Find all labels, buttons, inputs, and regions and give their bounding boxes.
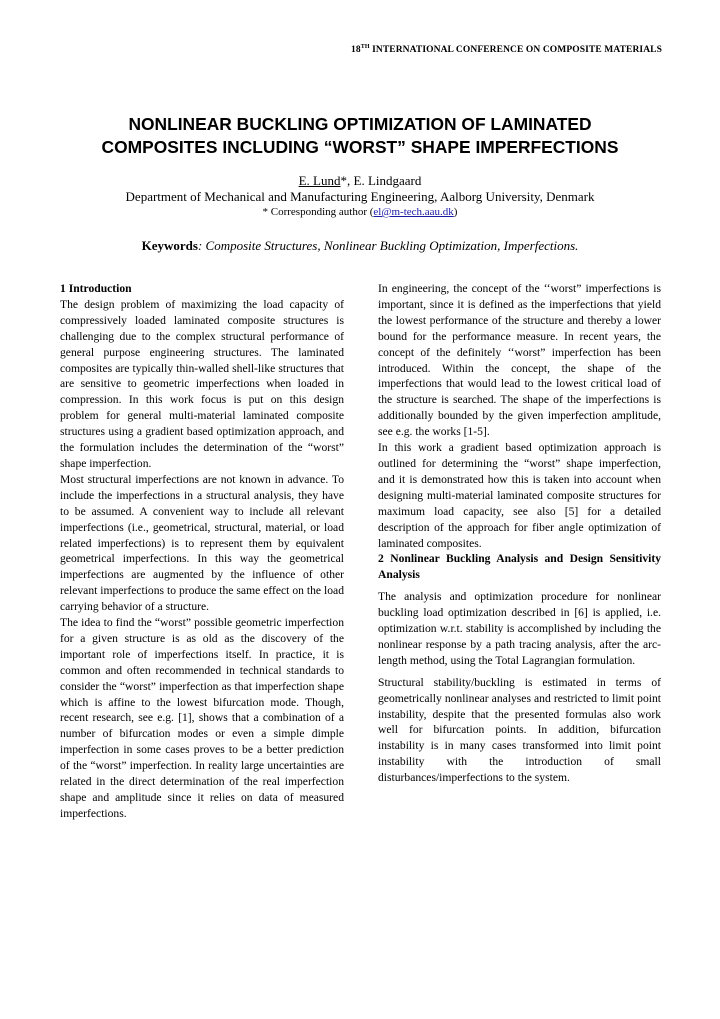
keywords-text: : Composite Structures, Nonlinear Buckling Optimization, Imperfections.: [197, 238, 579, 253]
paragraph: In engineering, the concept of the ‘‘worst” imperfections is important, since it is defined as the imperfections that yield the lowest performance of the structure and thereby a lower bound for the performance measure. In recent years, the concept of the definitely ‘‘worst” imperfection has been introduced. Within the concept, the shape of the imperfections that would lead to the lowest critical load of the structure is searched. The shape of the imperfections is additionally bounded by the given imperfection amplitude, see e.g. the works [1-5].: [378, 282, 661, 439]
paragraph: The design problem of maximizing the load capacity of compressively loaded laminated composite structures is challenging due to the complex structural performance of general purpose engineering structures. The laminated composites are typically thin-walled shell-like structures that are sensitive to geometric imperfections when loaded in compression. In this work focus is put on this design problem for general multi-material laminated composite structures using a gradient based optimization approach, and the formulation includes the determination of the “worst” shape imperfection.: [60, 297, 344, 470]
email-link[interactable]: el@m-tech.aau.dk: [373, 206, 454, 218]
header-number: 18: [351, 45, 361, 56]
corresponding-suffix: ): [453, 206, 458, 218]
affiliation: Department of Mechanical and Manufacturing Engineering, Aalborg University, Denmark: [125, 189, 595, 204]
paragraph: The analysis and optimization procedure for nonlinear buckling load optimization described in [6] is applied, i.e. optimization w.r.t. stability is accomplished by including the nonlinear response by a path tracing analysis, after the arc-length method, using the Total Lagrangian formulation.: [378, 590, 661, 667]
title-line-2: COMPOSITES INCLUDING “WORST” SHAPE IMPERFECTIONS: [101, 137, 619, 157]
authors: [0, 173, 720, 189]
paragraph: Structural stability/buckling is estimated in terms of geometrically nonlinear analyses and restricted to limit point instability, despite that the presented formulas also work well for bifurcation points. In addition, bifurcation instability is in many cases transformed into limit point instability with the introduction of small disturbances/imperfections to the system.: [378, 675, 661, 785]
corresponding-prefix: * Corresponding author (: [262, 206, 374, 218]
paragraph: The idea to find the “worst” possible geometric imperfection for a given structure is as old as the discovery of the important role of imperfections itself. In practice, it is common and often recommended in technical standards to consider the “worst” imperfection as that imperfection shape which is affine to the lowest bifurcation mode. Though, recent research, see e.g. [1], shows that a combination of a number of bifurcation modes or even a simple dimple imperfection in some cases proves to be a better prediction of the “worst” imperfection. In reality large uncertainties are related in the direct determination of the real imperfection shape and amplitude since it relies on data of measured imperfections.: [60, 616, 344, 820]
right-column: [378, 281, 661, 786]
keywords-label: Keywords: [141, 238, 198, 253]
other-authors: *, E. Lindgaard: [340, 173, 422, 188]
section-1-heading: 1 Introduction: [60, 282, 132, 295]
keywords: [0, 238, 720, 254]
paper-title: [40, 113, 680, 159]
corresponding-author: [0, 206, 720, 218]
left-column: [60, 281, 344, 822]
header-superscript: TH: [360, 44, 370, 50]
paragraph: Most structural imperfections are not known in advance. To include the imperfections in a structural analysis, they have to be assumed. A convenient way to include all relevant imperfections (i.e., geometrical, structural, material, or load related imperfections) is to represent them by equivalent geometrical imperfections. In this way the geometrical imperfections are augmented by the influence of other relevant imperfections to produce the same effect on the load carrying behavior of a structure.: [60, 472, 344, 614]
title-line-1: NONLINEAR BUCKLING OPTIMIZATION OF LAMINATED: [128, 114, 592, 134]
section-2-heading: 2 Nonlinear Buckling Analysis and Design Sensitivity Analysis: [378, 552, 661, 582]
first-author: E. Lund: [298, 173, 341, 188]
header-text: INTERNATIONAL CONFERENCE ON COMPOSITE MATERIALS: [369, 45, 662, 56]
paragraph: In this work a gradient based optimization approach is outlined for determining the “worst” shape imperfection, and it is demonstrated how this is taken into account when designing multi-material laminated composite structures for maximum load capacity, see also [5] for a detailed description of the approach for fiber angle optimization of laminated composites.: [378, 441, 661, 550]
